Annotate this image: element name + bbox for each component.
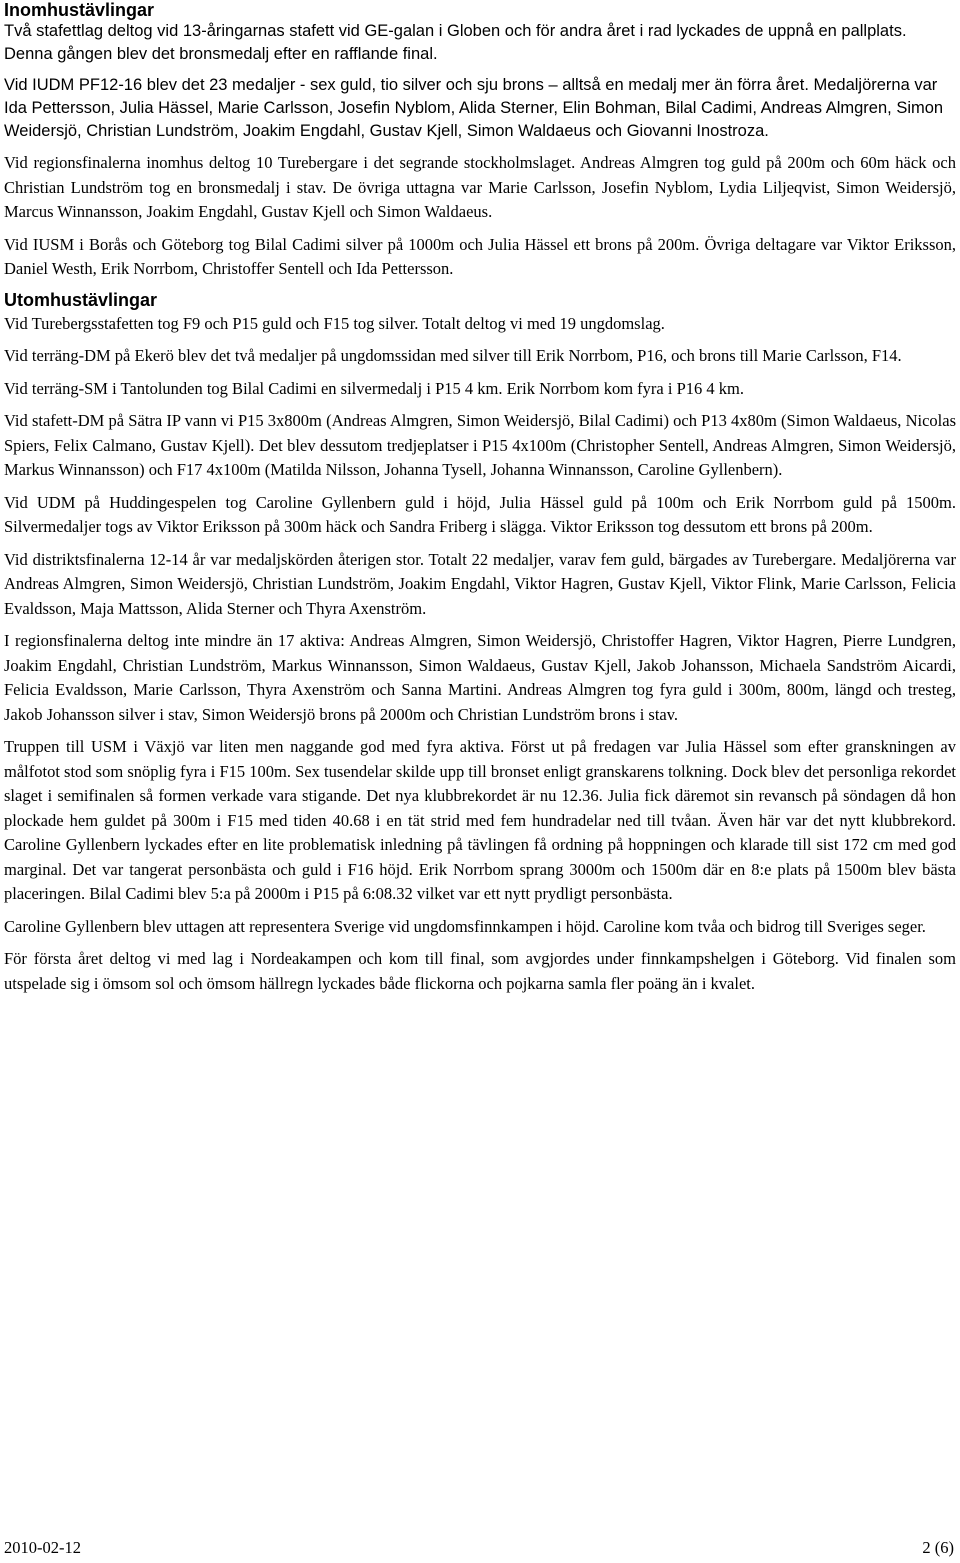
paragraph: Caroline Gyllenbern blev uttagen att representera Sverige vid ungdomsfinnkampen i höjd. Caroline kom tvåa och bidrog till Sveriges seger. [4,916,926,936]
paragraph: I regionsfinalerna deltog inte mindre än 17 aktiva: Andreas Almgren, Simon Weidersjö, Christoffer Hagren, Viktor Hagren, Pierre Lundgren, Joakim Engdahl, Christian Lundström, Markus Winnansson, Simon Waldaeus, Gustav Kjell, Jakob Johansson, Michaela Sandström Aicardi, Felicia Evaldsson, Marie Carlsson, Thyra Axenström och Sanna Martini. Andreas Almgren tog fyra guld i 300m, 800m, längd och tresteg, Jakob Johansson silver i stav, Simon Weidersjö brons på 2000m och Christian Lundström brons i stav. [4,631,956,724]
paragraph: Vid regionsfinalerna inomhus deltog 10 Turebergare i det segrande stockholmslaget. Andreas Almgren tog guld på 200m och 60m häck och Christian Lundström tog en bronsmedalj i stav. De övriga uttagna var Marie Carlsson, Josefin Nyblom, Lydia Liljeqvist, Simon Weidersjö, Marcus Winnansson, Joakim Engdahl, Gustav Kjell och Simon Waldaeus. [4,153,956,221]
section-heading-outdoor: Utomhustävlingar [4,289,158,310]
document-body [4,0,956,1004]
section-heading-indoor: Inomhustävlingar [4,0,155,20]
paragraph: Vid terräng-SM i Tantolunden tog Bilal Cadimi en silvermedalj i P15 4 km. Erik Norrbom kom fyra i P16 4 km. [4,378,744,398]
page-footer [4,1538,954,1560]
paragraph: Vid stafett-DM på Sätra IP vann vi P15 3x800m (Andreas Almgren, Simon Weidersjö, Bilal Cadimi) och P13 4x80m (Simon Waldaeus, Nicolas Spiers, Felix Calmano, Gustav Kjell). Det blev dessutom tredjeplatser i P15 4x100m (Christopher Sentell, Andreas Almgren, Simon Weidersjö, Markus Winnansson) och F17 4x100m (Matilda Nilsson, Johanna Tysell, Johanna Winnansson, Caroline Gyllenbern). [4,411,956,479]
paragraph: Vid UDM på Huddingespelen tog Caroline Gyllenbern guld i höjd, Julia Hässel guld på 100m och Erik Norrbom guld på 1500m. Silvermedaljer togs av Viktor Eriksson på 300m häck och Sandra Friberg i slägga. Viktor Eriksson tog dessutom ett brons på 200m. [4,492,956,536]
footer-date: 2010-02-12 [4,1538,81,1557]
paragraph: Vid IUDM PF12-16 blev det 23 medaljer - sex guld, tio silver och sju brons – alltså en medalj mer än förra året. Medaljörerna var Ida Pettersson, Julia Hässel, Marie Carlsson, Josefin Nyblom, Alida Sterner, Elin Bohman, Bilal Cadimi, Andreas Almgren, Simon Weidersjö, Christian Lundström, Joakim Engdahl, Gustav Kjell, Simon Waldaeus och Giovanni Inostroza. [4,76,944,140]
paragraph: Två stafettlag deltog vid 13-åringarnas stafett vid GE-galan i Globen och för andra året i rad lyckades de uppnå en pallplats. Denna gången blev det bronsmedalj efter en rafflande final. [4,22,907,63]
paragraph: Vid IUSM i Borås och Göteborg tog Bilal Cadimi silver på 1000m och Julia Hässel ett brons på 200m. Övriga deltagare var Viktor Eriksson, Daniel Westh, Erik Norrbom, Christoffer Sentell och Ida Pettersson. [4,234,956,278]
paragraph: Vid distriktsfinalerna 12-14 år var medaljskörden återigen stor. Totalt 22 medaljer, varav fem guld, bärgades av Turebergare. Medaljörerna var Andreas Almgren, Simon Weidersjö, Christian Lundström, Joakim Engdahl, Viktor Hagren, Gustav Kjell, Viktor Flink, Marie Carlsson, Felicia Evaldsson, Maja Mattsson, Alida Sterner och Thyra Axenström. [4,549,956,618]
paragraph: Vid terräng-DM på Ekerö blev det två medaljer på ungdomssidan med silver till Erik Norrbom, P16, och brons till Marie Carlsson, F14. [4,346,902,365]
page-number: 2 (6) [922,1538,954,1557]
paragraph: För första året deltog vi med lag i Nordeakampen och kom till final, som avgjordes under finnkampshelgen i Göteborg. Vid finalen som utspelade sig i ömsom sol och ömsom hällregn lyckades både flickorna och pojkarna samla fler poäng än i kvalet. [4,949,956,993]
paragraph: Vid Turebergsstafetten tog F9 och P15 guld och F15 tog silver. Totalt deltog vi med 19 ungdomslag. [4,313,665,333]
paragraph: Truppen till USM i Växjö var liten men naggande god med fyra aktiva. Först ut på fredagen var Julia Hässel som efter granskningen av målfotot stod som snöplig fyra i F15 100m. Sex tusendelar skilde upp till bronset enligt granskarens tolkning. Dock blev det personliga rekordet slaget i semifinalen så formen verkade vara stigande. Det nya klubbrekordet är nu 12.36. Julia fick däremot sin revansch på söndagen då hon plockade hem guldet på 300m i F15 med tiden 40.68 i en tät strid med fem hundradelar ned till tvåan. Även här var det nytt klubbrekord. Caroline Gyllenbern lyckades efter en lite problematisk inledning på tävlingen få ordning på hoppningen och klarade till sist 172 cm med god marginal. Det var tangerat personbästa och guld i F16 höjd. Erik Norrbom sprang 3000m och 1500m där en 8:e plats på 1500m blev bästa placeringen. Bilal Cadimi blev 5:a på 2000m i P15 på 6:08.32 vilket var ett nytt prydligt personbästa. [4,737,956,903]
